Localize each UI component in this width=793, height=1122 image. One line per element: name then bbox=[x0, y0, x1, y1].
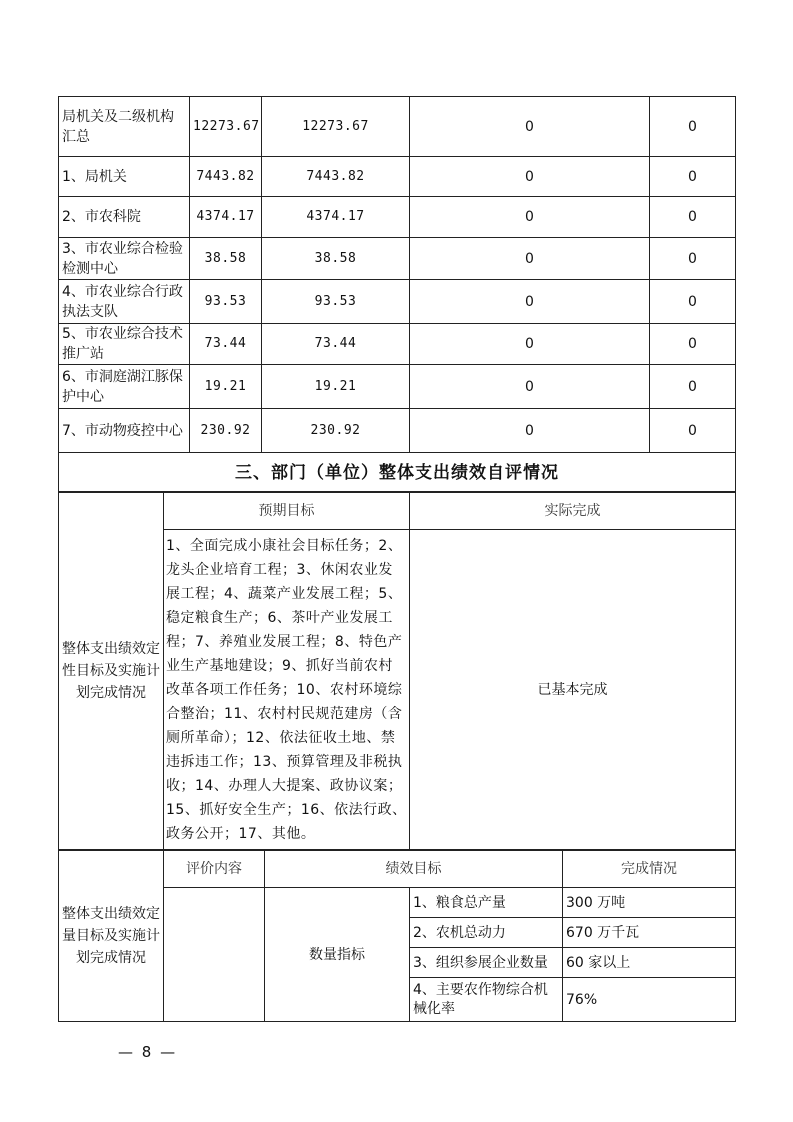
row-value-a: 93.53 bbox=[190, 280, 262, 324]
row-value-b: 73.44 bbox=[262, 324, 410, 365]
table-row bbox=[59, 238, 736, 280]
row-name: 7、市动物疫控中心 bbox=[59, 409, 190, 453]
actual-text: 已基本完成 bbox=[410, 530, 736, 850]
quantitative-label: 整体支出绩效定量目标及实施计划完成情况 bbox=[59, 851, 164, 1022]
row-value-b: 7443.82 bbox=[262, 157, 410, 197]
qualitative-table bbox=[58, 491, 736, 850]
quantitative-header-row bbox=[59, 851, 736, 888]
row-value-b: 93.53 bbox=[262, 280, 410, 324]
row-value-d: 0 bbox=[650, 157, 736, 197]
row-value-d: 0 bbox=[650, 238, 736, 280]
row-value-a: 4374.17 bbox=[190, 197, 262, 238]
table-row bbox=[59, 409, 736, 453]
row-value-d: 0 bbox=[650, 280, 736, 324]
row-value-d: 0 bbox=[650, 97, 736, 157]
row-name: 1、局机关 bbox=[59, 157, 190, 197]
row-value-c: 0 bbox=[410, 157, 650, 197]
row-value-d: 0 bbox=[650, 197, 736, 238]
section-title-row bbox=[59, 453, 736, 493]
row-value-a: 19.21 bbox=[190, 365, 262, 409]
target-item: 3、组织参展企业数量 bbox=[410, 948, 563, 978]
row-name: 4、市农业综合行政执法支队 bbox=[59, 280, 190, 324]
row-value-a: 230.92 bbox=[190, 409, 262, 453]
row-value-a: 73.44 bbox=[190, 324, 262, 365]
target-header: 绩效目标 bbox=[265, 851, 563, 888]
row-value-a: 7443.82 bbox=[190, 157, 262, 197]
row-value-b: 12273.67 bbox=[262, 97, 410, 157]
row-value-a: 12273.67 bbox=[190, 97, 262, 157]
row-value-c: 0 bbox=[410, 280, 650, 324]
row-value-d: 0 bbox=[650, 324, 736, 365]
done-item: 76% bbox=[563, 978, 736, 1022]
row-value-c: 0 bbox=[410, 238, 650, 280]
target-item: 4、主要农作物综合机械化率 bbox=[410, 978, 563, 1022]
row-value-b: 19.21 bbox=[262, 365, 410, 409]
row-value-d: 0 bbox=[650, 409, 736, 453]
expected-header: 预期目标 bbox=[164, 492, 410, 530]
table-row bbox=[59, 97, 736, 157]
row-value-d: 0 bbox=[650, 365, 736, 409]
done-item: 60 家以上 bbox=[563, 948, 736, 978]
quantitative-table bbox=[58, 850, 736, 1022]
row-name: 3、市农业综合检验检测中心 bbox=[59, 238, 190, 280]
row-name: 5、市农业综合技术推广站 bbox=[59, 324, 190, 365]
section-title: 三、部门（单位）整体支出绩效自评情况 bbox=[59, 453, 736, 493]
table-row bbox=[59, 157, 736, 197]
row-name: 2、市农科院 bbox=[59, 197, 190, 238]
table-row bbox=[59, 197, 736, 238]
row-value-c: 0 bbox=[410, 97, 650, 157]
row-name: 局机关及二级机构汇总 bbox=[59, 97, 190, 157]
row-value-c: 0 bbox=[410, 197, 650, 238]
row-value-b: 38.58 bbox=[262, 238, 410, 280]
expected-text: 1、全面完成小康社会目标任务；2、龙头企业培育工程；3、休闲农业发展工程；4、蔬菜产业发展工程；5、稳定粮食生产；6、茶叶产业发展工程；7、养殖业发展工程；8、特色产业生产基地建设；9、抓好当前农村改革各项工作任务；10、农村环境综合整治；11、农村村民规范建房（含厕所革命）；12、依法征收土地、禁违拆违工作；13、预算管理及非税执收；14、办理人大提案、政协议案；15、抓好安全生产；16、依法行政、政务公开；17、其他。 bbox=[164, 530, 410, 850]
target-item: 1、粮食总产量 bbox=[410, 888, 563, 918]
row-value-c: 0 bbox=[410, 365, 650, 409]
page-number: — 8 — bbox=[118, 1043, 178, 1061]
done-header: 完成情况 bbox=[563, 851, 736, 888]
eval-content-cell bbox=[164, 888, 265, 1022]
qualitative-header-row bbox=[59, 492, 736, 530]
table-row bbox=[59, 365, 736, 409]
eval-header: 评价内容 bbox=[164, 851, 265, 888]
done-item: 670 万千瓦 bbox=[563, 918, 736, 948]
actual-header: 实际完成 bbox=[410, 492, 736, 530]
target-item: 2、农机总动力 bbox=[410, 918, 563, 948]
row-value-c: 0 bbox=[410, 409, 650, 453]
row-value-b: 230.92 bbox=[262, 409, 410, 453]
row-value-a: 38.58 bbox=[190, 238, 262, 280]
table-row bbox=[59, 324, 736, 365]
budget-table bbox=[58, 96, 736, 493]
qualitative-label: 整体支出绩效定性目标及实施计划完成情况 bbox=[59, 492, 164, 850]
row-value-c: 0 bbox=[410, 324, 650, 365]
row-value-b: 4374.17 bbox=[262, 197, 410, 238]
table-row bbox=[59, 280, 736, 324]
done-item: 300 万吨 bbox=[563, 888, 736, 918]
row-name: 6、市洞庭湖江豚保护中心 bbox=[59, 365, 190, 409]
indicator-label: 数量指标 bbox=[265, 888, 410, 1022]
